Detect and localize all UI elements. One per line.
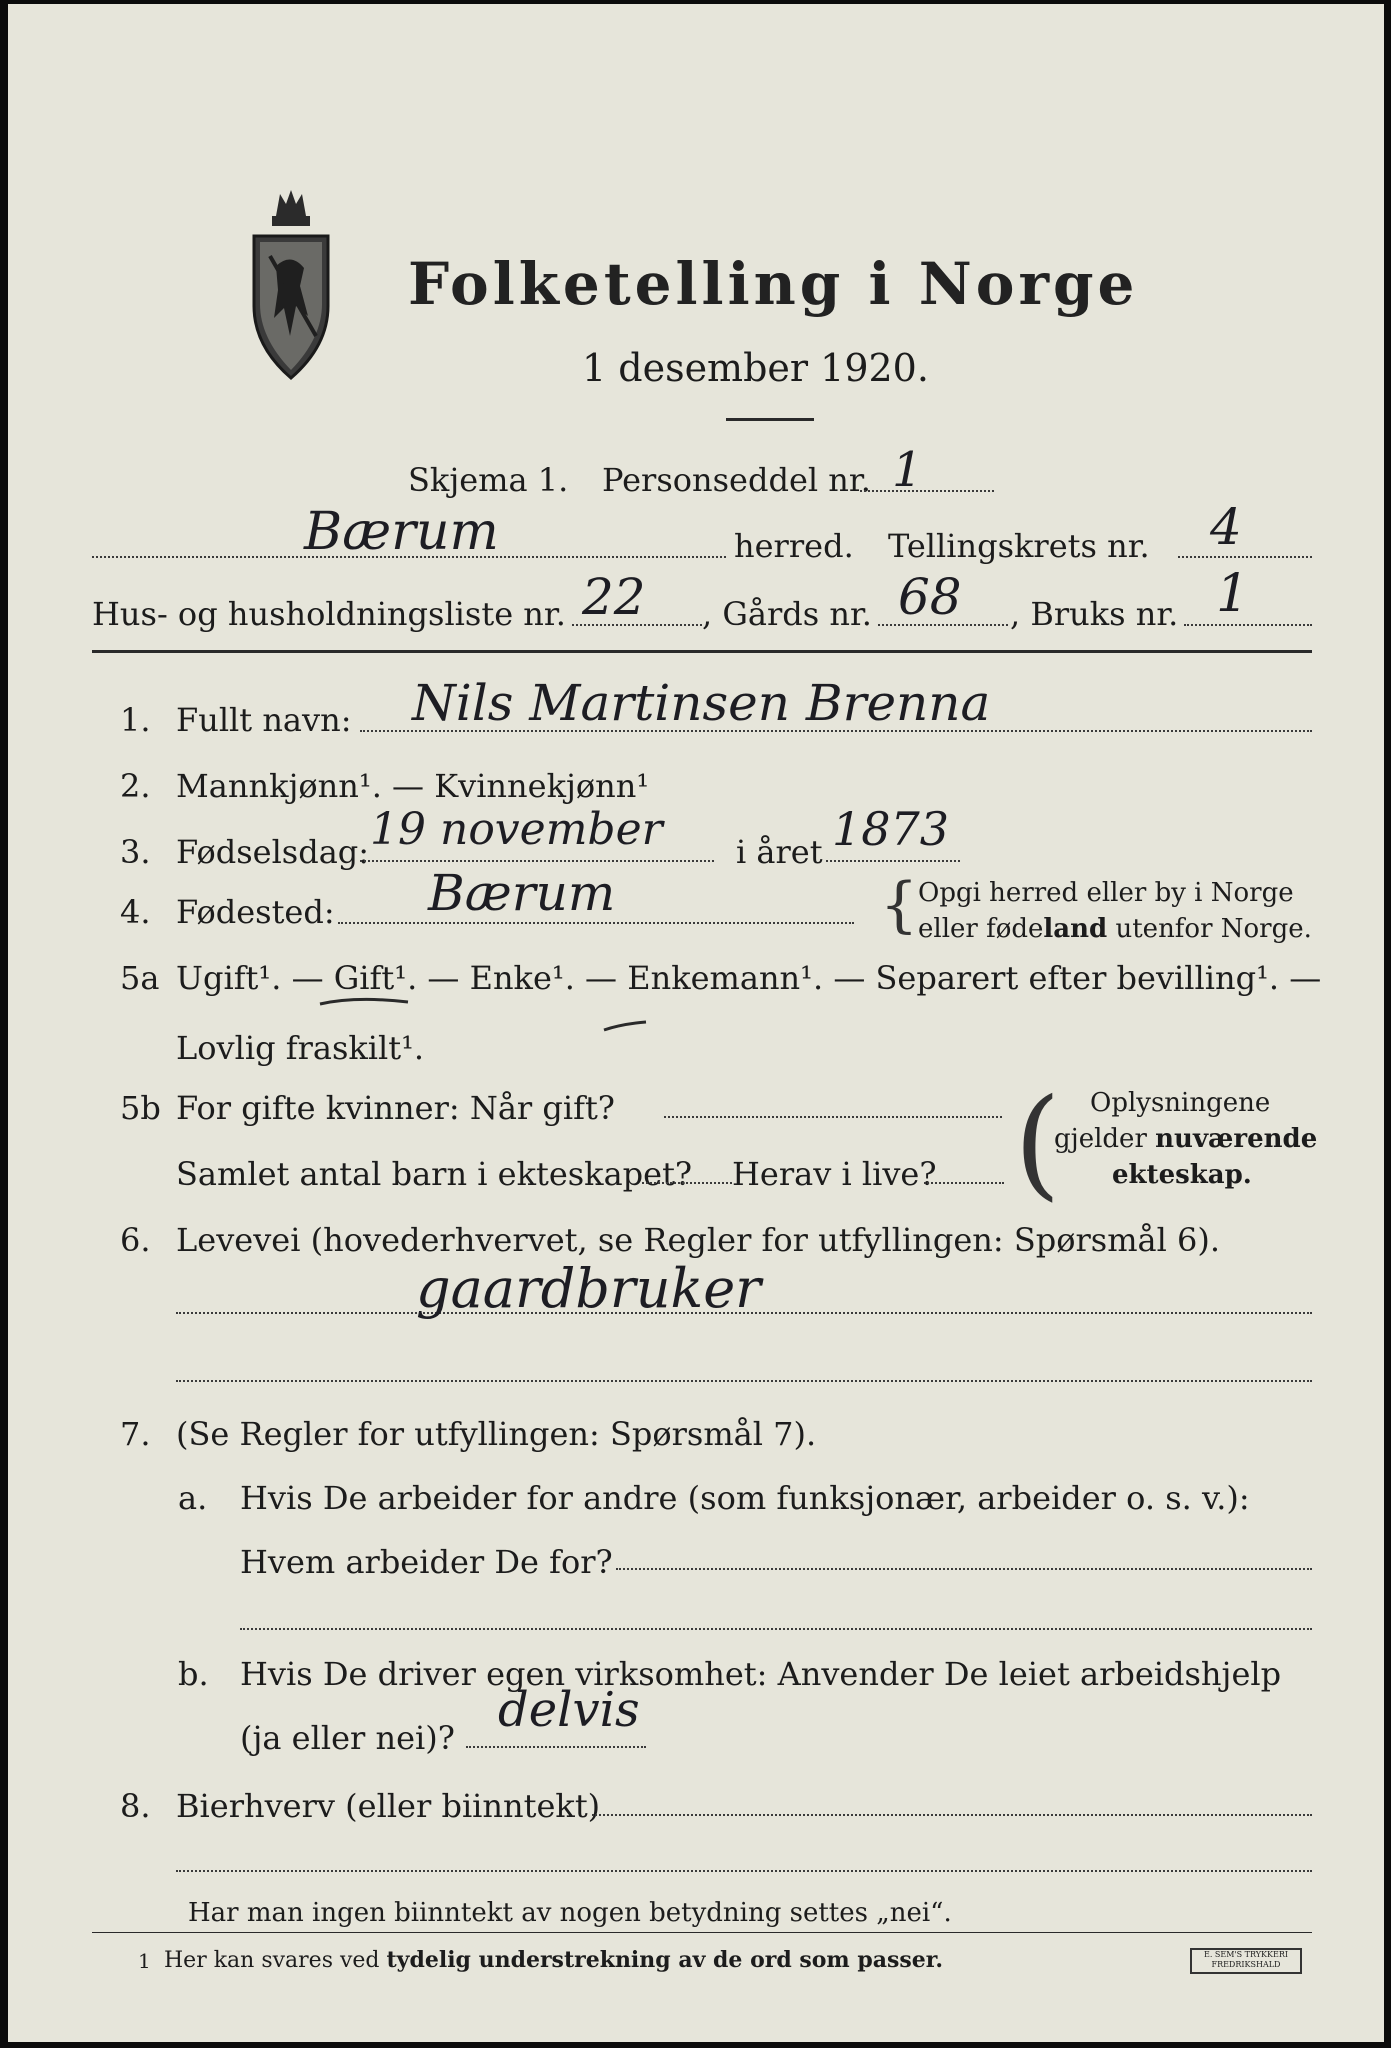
- q7b-line2: (ja eller nei)?: [240, 1719, 455, 1757]
- q4-note-line1: Opgi herred eller by i Norge: [918, 878, 1294, 908]
- q4-note-line2: eller fødeland utenfor Norge.: [918, 914, 1312, 944]
- q2-number: 2.: [120, 767, 151, 805]
- q4-brace: {: [880, 870, 919, 940]
- census-date: 1 desember 1920.: [582, 346, 929, 390]
- dash-mark: [602, 1016, 650, 1036]
- q6-label: Levevei (hovederhvervet, se Regler for utfyllingen: Spørsmål 6).: [176, 1221, 1221, 1259]
- header-rule: [92, 650, 1312, 653]
- footer-note: Har man ingen biinntekt av nogen betydning settes „nei“.: [188, 1898, 952, 1928]
- q5b-children-line: [642, 1182, 732, 1184]
- printer-stamp: E. SEM'S TRYKKERI FREDRIKSHALD: [1190, 1948, 1302, 1974]
- q6-line2: [176, 1380, 1312, 1382]
- q5b-alive-label: Herav i live?: [732, 1155, 937, 1193]
- gift-underline: [316, 994, 412, 1008]
- footnote-text: Her kan svares ved tydelig understrekning av de ord som passer.: [164, 1947, 944, 1973]
- q8-line2: [176, 1870, 1312, 1872]
- q8-number: 8.: [120, 1787, 151, 1825]
- form-title: Folketelling i Norge: [408, 250, 1139, 318]
- husliste-label: Hus- og husholdningsliste nr.: [92, 595, 566, 633]
- gards-value: 68: [898, 568, 962, 626]
- q6-value: gaardbruker: [416, 1257, 761, 1320]
- q7-label: (Se Regler for utfyllingen: Spørsmål 7).: [176, 1415, 817, 1453]
- q1-value: Nils Martinsen Brenna: [412, 674, 991, 732]
- herred-value: Bærum: [304, 502, 499, 562]
- q5b-line1: For gifte kvinner: Når gift?: [176, 1089, 615, 1127]
- q3-year-label: i året: [736, 833, 823, 871]
- q5b-brace: (: [1014, 1074, 1061, 1213]
- q3-label: Fødselsdag:: [176, 833, 370, 871]
- tellingskrets-line: [1178, 556, 1312, 558]
- census-form: [8, 4, 1384, 2042]
- q1-number: 1.: [120, 701, 151, 739]
- q2-label: Mannkjønn¹. — Kvinnekjønn¹: [176, 767, 650, 805]
- q5b-children-label: Samlet antal barn i ekteskapet?: [176, 1155, 693, 1193]
- q8-line1: [592, 1814, 1312, 1816]
- bruks-label: , Bruks nr.: [1010, 595, 1179, 633]
- q5b-note1: Oplysningene: [1090, 1088, 1271, 1118]
- personseddel-label: Personseddel nr.: [602, 461, 871, 499]
- q3-year-line: [826, 860, 960, 862]
- husliste-value: 22: [582, 568, 646, 626]
- q5b-alive-line: [924, 1182, 1004, 1184]
- q5a-line1: Ugift¹. — Gift¹. — Enke¹. — Enkemann¹. — Separert efter bevilling¹. —: [176, 959, 1322, 997]
- q4-value: Bærum: [428, 864, 616, 922]
- q7b-value: delvis: [498, 1682, 640, 1738]
- q7a-line: [616, 1568, 1312, 1570]
- q4-label: Fødested:: [176, 893, 335, 931]
- q8-label: Bierhverv (eller biinntekt): [176, 1787, 601, 1825]
- q5b-when-line: [664, 1116, 1002, 1118]
- q7b-line1: Hvis De driver egen virksomhet: Anvender De leiet arbeidshjelp: [240, 1655, 1282, 1693]
- gards-label: , Gårds nr.: [702, 595, 872, 633]
- personseddel-value: 1: [892, 442, 923, 498]
- q1-label: Fullt navn:: [176, 701, 352, 739]
- q7b-line: [466, 1746, 646, 1748]
- tellingskrets-value: 4: [1210, 498, 1242, 556]
- q3-year-value: 1873: [832, 802, 950, 856]
- q4-number: 4.: [120, 893, 151, 931]
- q3-value: 19 november: [370, 804, 663, 855]
- footer-rule: [92, 1932, 1312, 1933]
- q7a-line2: Hvem arbeider De for?: [240, 1543, 613, 1581]
- q5a-number: 5a: [120, 959, 160, 997]
- title-divider: [726, 418, 814, 421]
- personseddel-line: [860, 490, 994, 492]
- q7b-number: b.: [178, 1655, 209, 1693]
- coat-of-arms-icon: [246, 186, 336, 386]
- herred-label: herred.: [734, 527, 854, 565]
- q6-number: 6.: [120, 1221, 151, 1259]
- q7-number: 7.: [120, 1415, 151, 1453]
- bruks-line: [1184, 624, 1312, 626]
- tellingskrets-label: Tellingskrets nr.: [888, 527, 1150, 565]
- q5b-note3: ekteskap.: [1112, 1160, 1252, 1190]
- bruks-value: 1: [1216, 564, 1250, 624]
- q5b-note2: gjelder nuværende: [1054, 1124, 1318, 1154]
- q4-line: [338, 922, 854, 924]
- q3-number: 3.: [120, 833, 151, 871]
- q3-day-line: [360, 860, 714, 862]
- q7a-number: a.: [178, 1479, 208, 1517]
- footnote-number: 1: [138, 1949, 151, 1973]
- q7a-line1: Hvis De arbeider for andre (som funksjonær, arbeider o. s. v.):: [240, 1479, 1250, 1517]
- schema-label: Skjema 1.: [408, 461, 569, 499]
- q5a-line2: Lovlig fraskilt¹.: [176, 1029, 425, 1067]
- q7a-line-extra: [240, 1628, 1312, 1630]
- q5b-number: 5b: [120, 1089, 161, 1127]
